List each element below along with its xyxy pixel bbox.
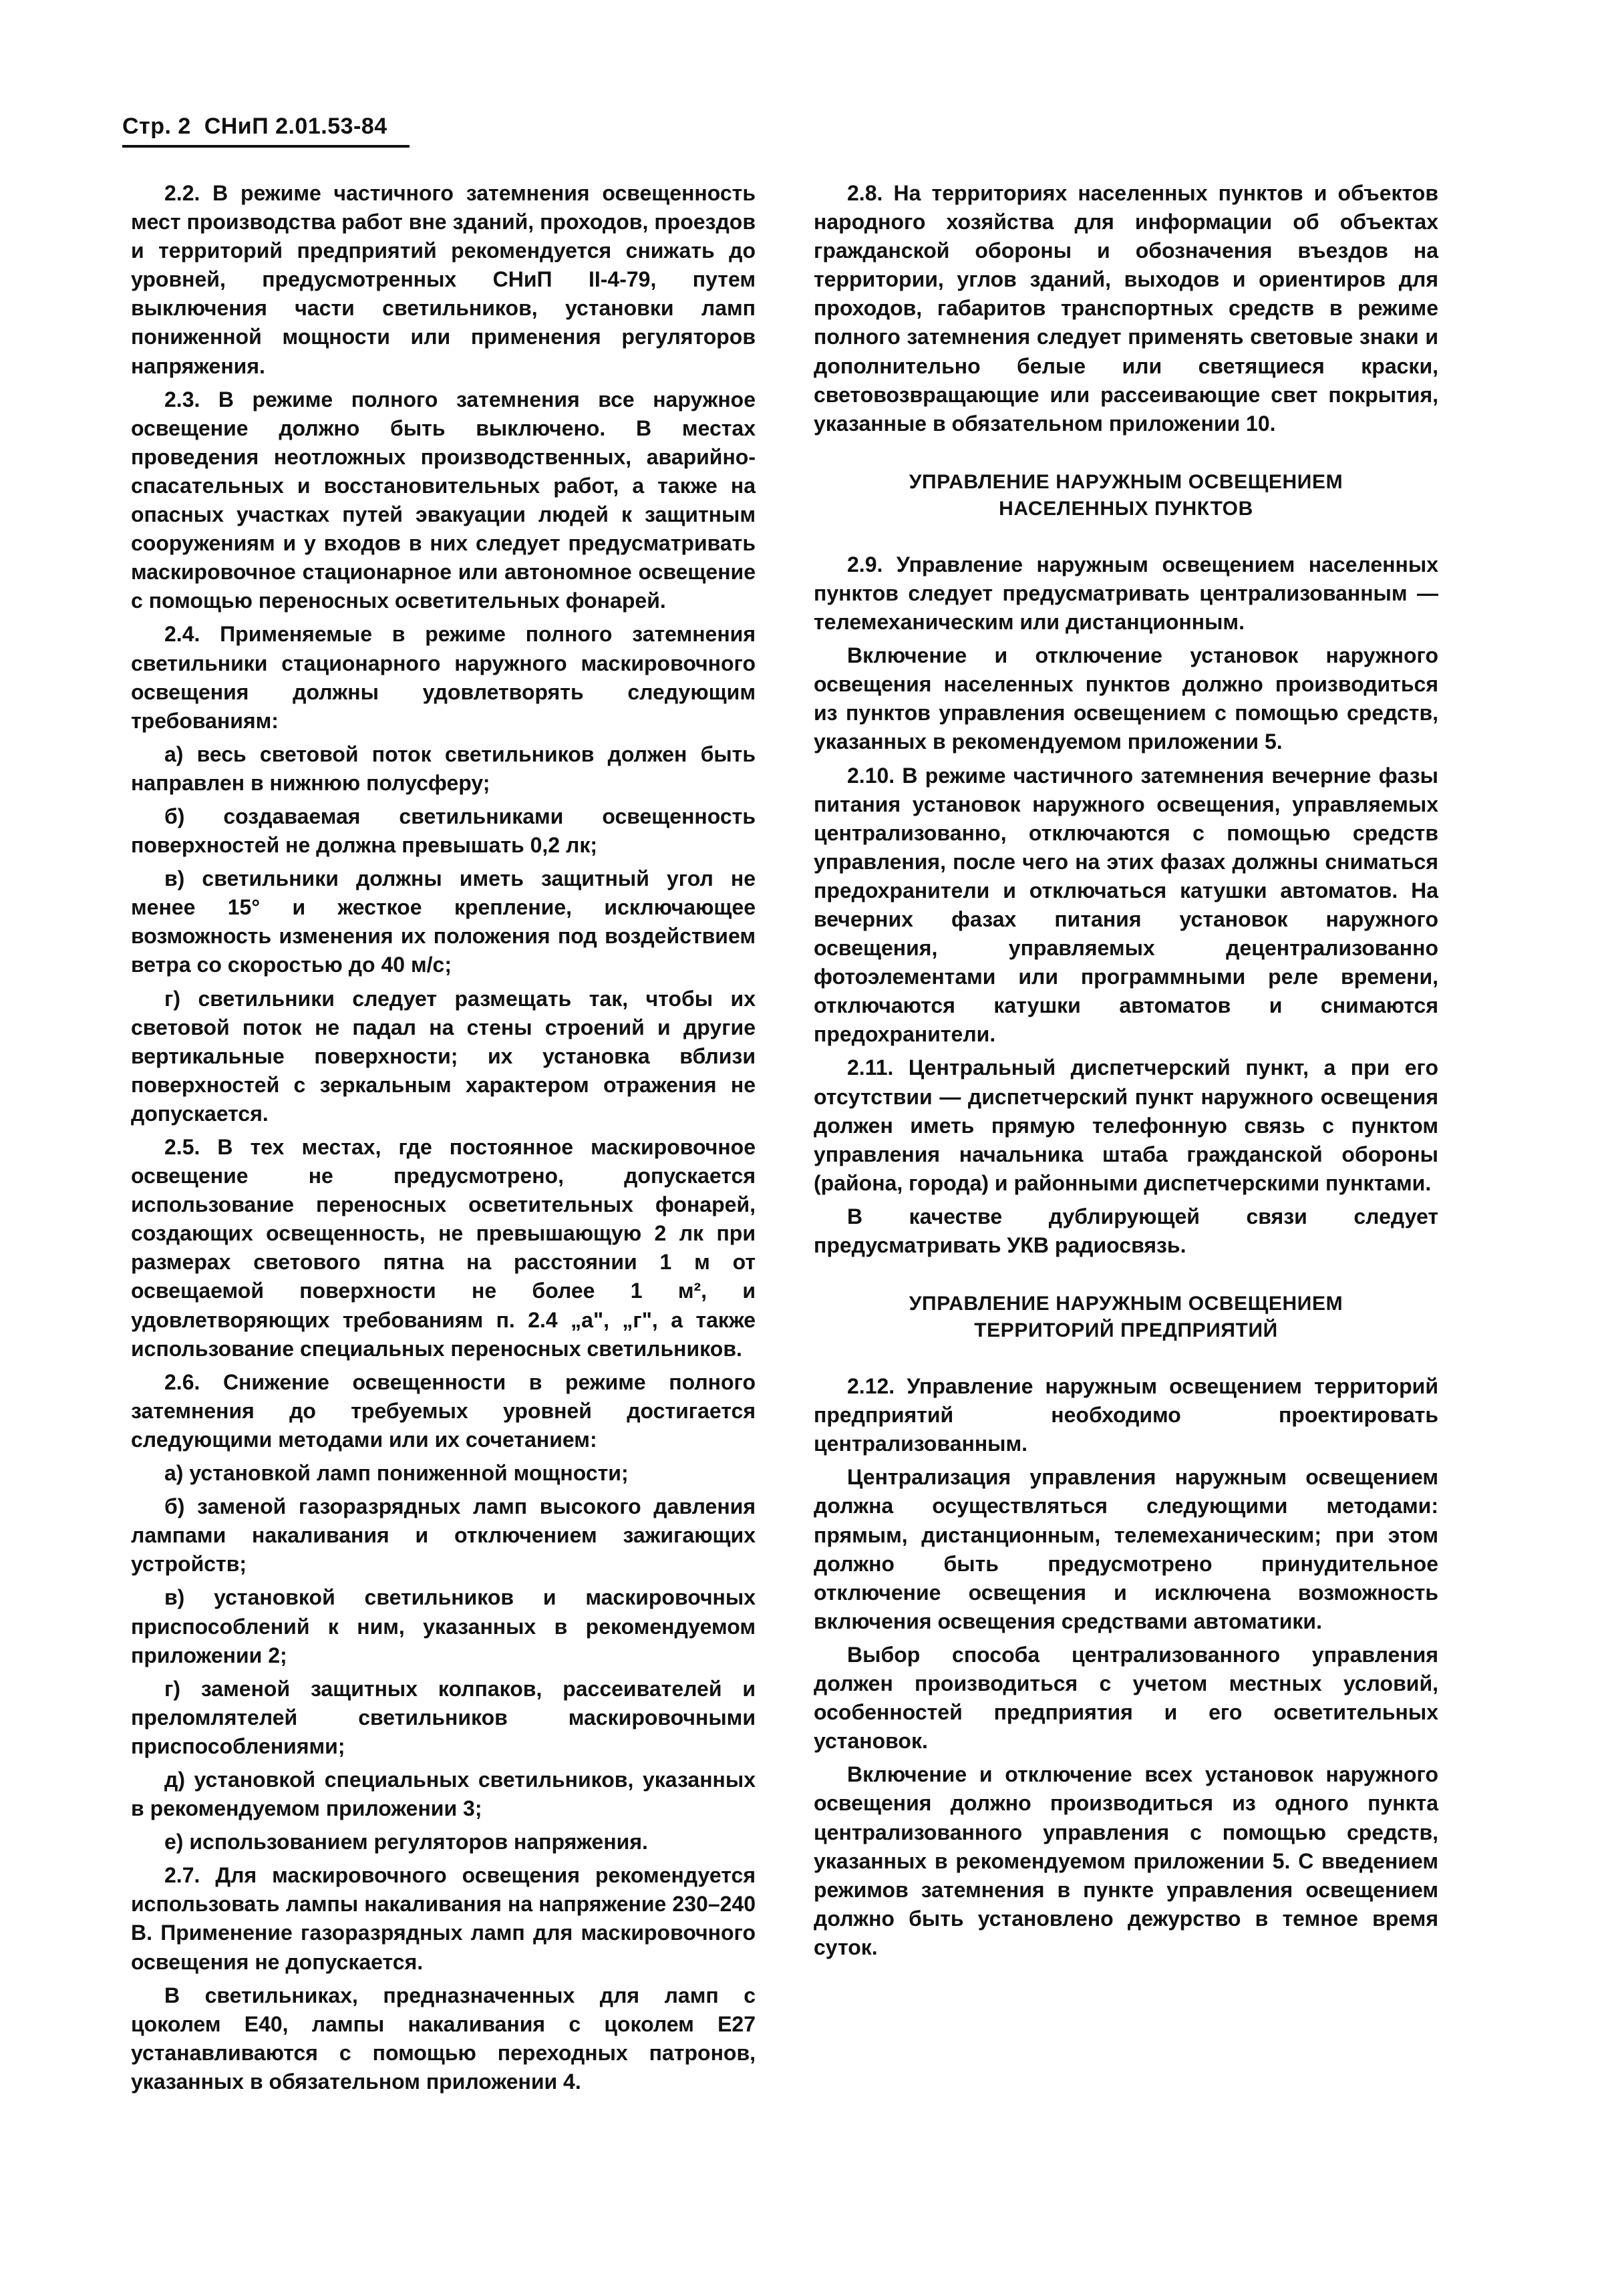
paragraph-text: Применяемые в режиме полного затемнения светильники стационарного наружного маскировочного освещения должны удовлетворять следующим требованиям: <box>131 622 756 733</box>
paragraph-text: Для маскировочного освещения рекомендуется использовать лампы накаливания на напряжение 230–240 В. Применение газоразрядных ламп для маскировочного освещения не допускается. <box>131 1863 756 1974</box>
document-code: СНиП 2.01.53-84 <box>204 114 387 139</box>
clause-number: 2.7. <box>164 1863 200 1888</box>
paragraph <box>131 864 756 979</box>
paragraph-text: В светильниках, предназначенных для ламп с цоколем Е40, лампы накаливания с цоколем Е27 устанавливаются с помощью переходных патронов, указанных в обязательном приложении 4. <box>131 1983 756 2094</box>
section-heading-enterprises <box>840 1291 1412 1344</box>
heading-line: НАСЕЛЕННЫХ ПУНКТОВ <box>999 497 1253 520</box>
right-column-section-a <box>814 179 1438 438</box>
paragraph-text: в) установкой светильников и маскировочных приспособлений к ним, указанных в рекомендуемом приложении 2; <box>131 1585 756 1667</box>
paragraph-text: Управление наружным освещением территорий предприятий необходимо проектировать централизованным. <box>814 1374 1439 1456</box>
right-column-section-c <box>814 1372 1438 1962</box>
paragraph <box>814 641 1438 756</box>
paragraph-text: б) заменой газоразрядных ламп высокого давления лампами накаливания и отключением зажигающих устройств; <box>131 1494 756 1577</box>
paragraph <box>131 1583 756 1669</box>
paragraph-text: В качестве дублирующей связи следует предусматривать УКВ радиосвязь. <box>814 1204 1438 1257</box>
section-heading-settlements <box>840 469 1412 522</box>
paragraph <box>131 1766 756 1823</box>
right-column-section-b <box>814 550 1438 1260</box>
paragraph-text: г) заменой защитных колпаков, рассеивателей и преломлятелей светильников маскировочными приспособлениями; <box>131 1676 756 1758</box>
heading-line: УПРАВЛЕНИЕ НАРУЖНЫМ ОСВЕЩЕНИЕМ <box>909 470 1343 493</box>
clause-paragraph <box>814 550 1438 637</box>
clause-paragraph <box>131 1133 756 1363</box>
paragraph-text: д) установкой специальных светильников, указанных в рекомендуемом приложении 3; <box>131 1767 756 1821</box>
paragraph-text: е) использованием регуляторов напряжения. <box>164 1830 648 1854</box>
paragraph-text: Центральный диспетчерский пункт, а при его отсутствии — диспетчерский пункт наружного освещения должен иметь прямую телефонную связь с пунктом управления начальника штаба гражданской обороны (района, города) и районными диспетчерскими пунктами. <box>814 1055 1438 1195</box>
clause-number: 2.9. <box>847 552 883 577</box>
page-header <box>122 114 410 148</box>
heading-line: ТЕРРИТОРИЙ ПРЕДПРИЯТИЙ <box>974 1319 1278 1342</box>
paragraph <box>131 802 756 860</box>
clause-number: 2.4. <box>164 622 200 647</box>
paragraph-text: Включение и отключение установок наружного освещения населенных пунктов должно производиться из пунктов управления освещением с помощью средств, указанных в рекомендуемом приложении 5. <box>814 643 1438 754</box>
paragraph-text: Выбор способа централизованного управления должен производиться с учетом местных условий, особенностей предприятия и его осветительных установок. <box>814 1642 1438 1754</box>
clause-paragraph <box>131 179 756 381</box>
heading-line: УПРАВЛЕНИЕ НАРУЖНЫМ ОСВЕЩЕНИЕМ <box>909 1293 1343 1315</box>
clause-paragraph <box>814 179 1438 438</box>
paragraph <box>131 985 756 1128</box>
clause-number: 2.10. <box>847 763 895 788</box>
paragraph <box>814 1463 1438 1636</box>
clause-number: 2.5. <box>164 1135 200 1159</box>
clause-number: 2.2. <box>164 181 200 205</box>
clause-number: 2.12. <box>847 1374 895 1399</box>
page-number: Стр. 2 <box>122 114 191 139</box>
clause-paragraph <box>814 1053 1438 1197</box>
paragraph <box>814 1760 1438 1962</box>
left-column <box>131 179 756 2101</box>
clause-number: 2.6. <box>164 1369 200 1394</box>
right-column <box>814 179 1438 1967</box>
paragraph-text: Централизация управления наружным освещением должна осуществляться следующими методами: прямым, дистанционным, телемеханическим; при этом должно быть предусмотрено принудительное отключение освещения и исключена возможность включения освещения средствами автоматики. <box>814 1465 1438 1633</box>
clause-number: 2.3. <box>164 387 200 412</box>
paragraph-text: В режиме полного затемнения все наружное освещение должно быть выключено. В местах проведения неотложных производственных, аварийно-спасательных и восстановительных работ, а также на опасных участках путей эвакуации людей к защитным сооружениям и у входов в них следует предусматривать маскировочное стационарное или автономное освещение с помощью переносных осветительных фонарей. <box>131 387 756 613</box>
paragraph-text: б) создаваемая светильниками освещенность поверхностей не должна превышать 0,2 лк; <box>131 804 756 858</box>
paragraph-text: В режиме частичного затемнения освещенность мест производства работ вне зданий, проходов, проездов и территорий предприятий рекомендуется снижать до уровней, предусмотренных СНиП II-4-79, путем выключения части светильников, установки ламп пониженной мощности или применения регуляторов напряжения. <box>131 181 756 378</box>
paragraph <box>131 1828 756 1856</box>
clause-paragraph <box>814 1372 1438 1458</box>
paragraph-text: а) установкой ламп пониженной мощности; <box>164 1461 629 1486</box>
paragraph-text: Снижение освещенности в режиме полного затемнения до требуемых уровней достигается следующими методами или их сочетанием: <box>131 1369 756 1452</box>
paragraph <box>131 740 756 798</box>
paragraph-text: В режиме частичного затемнения вечерние фазы питания установок наружного освещения, управляемых централизованно, отключаются с помощью средств управления, после чего на этих фазах должны сниматься предохранители и отключаться катушки автоматов. На вечерних фазах питания установок наружного освещения, управляемых децентрализованно фотоэлементами или программными реле времени, отключаются катушки автоматов и снимаются предохранители. <box>814 763 1439 1047</box>
paragraph <box>814 1202 1438 1260</box>
clause-paragraph <box>814 762 1438 1049</box>
paragraph-text: Управление наружным освещением населенных пунктов следует предусматривать централизованным — телемеханическим или дистанционным. <box>814 552 1439 635</box>
clause-paragraph <box>131 385 756 616</box>
paragraph <box>131 1492 756 1579</box>
paragraph-text: в) светильники должны иметь защитный угол не менее 15° и жесткое крепление, исключающее возможность изменения их положения под воздействием ветра со скоростью до 40 м/с; <box>131 866 756 977</box>
clause-number: 2.11. <box>847 1055 894 1080</box>
paragraph <box>131 1675 756 1761</box>
paragraph-text: На территориях населенных пунктов и объектов народного хозяйства для информации об объектах гражданской обороны и обозначения въездов на территории, углов зданий, выходов и ориентиров для проходов, габаритов транспортных средств в режиме полного затемнения следует применять световые знаки и дополнительно белые или светящиеся краски, световозвращающие или рассеивающие свет покрытия, указанные в обязательном приложении 10. <box>814 181 1439 436</box>
clause-paragraph <box>131 620 756 735</box>
paragraph <box>131 1459 756 1488</box>
paragraph <box>814 1641 1438 1756</box>
paragraph <box>131 1981 756 2096</box>
clause-paragraph <box>131 1861 756 1976</box>
clause-paragraph <box>131 1368 756 1454</box>
paragraph-text: г) светильники следует размещать так, чтобы их световой поток не падал на стены строений и другие вертикальные поверхности; их установка вблизи поверхностей с зеркальным характером отражения не допускается. <box>131 986 756 1126</box>
paragraph-text: В тех местах, где постоянное маскировочное освещение не предусмотрено, допускается использование переносных осветительных фонарей, создающих освещенность, не превышающую 2 лк при размерах светового пятна на расстоянии 1 м от освещаемой поверхности не более 1 м², и удовлетворяющих требованиям п. 2.4 „а", „г", а также использование специальных переносных светильников. <box>131 1135 756 1361</box>
paragraph-text: Включение и отключение всех установок наружного освещения должно производиться из одного пункта централизованного управления с помощью средств, указанных в рекомендуемом приложении 5. С введением режимов затемнения в пункте управления освещением должно быть установлено дежурство в темное время суток. <box>814 1762 1438 1959</box>
paragraph-text: а) весь световой поток светильников должен быть направлен в нижнюю полусферу; <box>131 742 756 795</box>
clause-number: 2.8. <box>847 181 883 205</box>
